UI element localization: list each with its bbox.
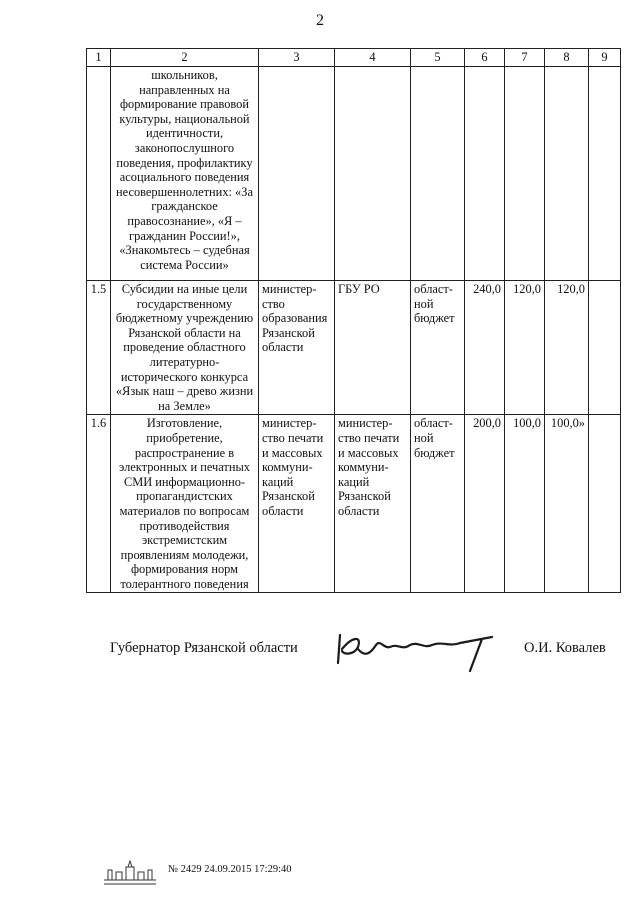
measure-description: школьников, направленных на формирование правовой культуры, национальной идентичности, законопослушного поведения, профилактику асоциального поведения несовершеннолетних: «За гражданское правосознание», «Я – гражданин России!», «Знакомьтесь – судебная система России» [111, 67, 259, 281]
amount-year-2 [545, 67, 589, 281]
funding-source: област-ной бюджет [411, 281, 465, 415]
executor: ГБУ РО [335, 281, 411, 415]
funding-source [411, 67, 465, 281]
amount-year-1: 120,0 [505, 281, 545, 415]
column-header: 4 [335, 49, 411, 67]
registration-mark: № [168, 864, 179, 875]
table-row [87, 415, 621, 593]
amount-year-2: 120,0 [545, 281, 589, 415]
row-number: 1.6 [87, 415, 111, 593]
page-number: 2 [316, 12, 324, 29]
table-row [87, 67, 621, 281]
column-header: 2 [111, 49, 259, 67]
amount-year-1 [505, 67, 545, 281]
column-9-cell [589, 281, 621, 415]
measures-table [86, 48, 621, 593]
responsible-body: министер-ство печати и массовых коммуни-каций Рязанской области [259, 415, 335, 593]
kremlin-emblem-icon [100, 858, 160, 888]
column-header: 7 [505, 49, 545, 67]
column-header: 8 [545, 49, 589, 67]
column-header: 5 [411, 49, 465, 67]
measure-description: Изготовление, приобретение, распространение в электронных и печатных СМИ информационно-пропагандистских материалов по вопросам противодействия экстремистским проявлениям молодежи, формирования норм толерантного поведения [111, 415, 259, 593]
row-number: 1.5 [87, 281, 111, 415]
signatory-name: О.И. Ковалев [524, 640, 606, 656]
executor [335, 67, 411, 281]
measure-description: Субсидии на иные цели государственному бюджетному учреждению Рязанской области на проведение областного литературно-исторического конкурса «Язык наш – древо жизни на Земле» [111, 281, 259, 415]
amount-year-2: 100,0» [545, 415, 589, 593]
registration-number: 2429 [180, 864, 202, 875]
executor: министер-ство печати и массовых коммуни-каций Рязанской области [335, 415, 411, 593]
column-header: 1 [87, 49, 111, 67]
amount-total [465, 67, 505, 281]
registration-stamp [168, 864, 292, 875]
column-9-cell [589, 415, 621, 593]
amount-year-1: 100,0 [505, 415, 545, 593]
amount-total: 200,0 [465, 415, 505, 593]
signatory-position: Губернатор Рязанской области [110, 640, 298, 656]
column-header: 3 [259, 49, 335, 67]
table-header-row [87, 49, 621, 67]
registration-datetime: 24.09.2015 17:29:40 [204, 864, 292, 875]
handwritten-signature [332, 625, 512, 673]
amount-total: 240,0 [465, 281, 505, 415]
column-header: 9 [589, 49, 621, 67]
column-header: 6 [465, 49, 505, 67]
column-9-cell [589, 67, 621, 281]
responsible-body: министер-ство образования Рязанской области [259, 281, 335, 415]
responsible-body [259, 67, 335, 281]
row-number [87, 67, 111, 281]
funding-source: област-ной бюджет [411, 415, 465, 593]
table-row [87, 281, 621, 415]
